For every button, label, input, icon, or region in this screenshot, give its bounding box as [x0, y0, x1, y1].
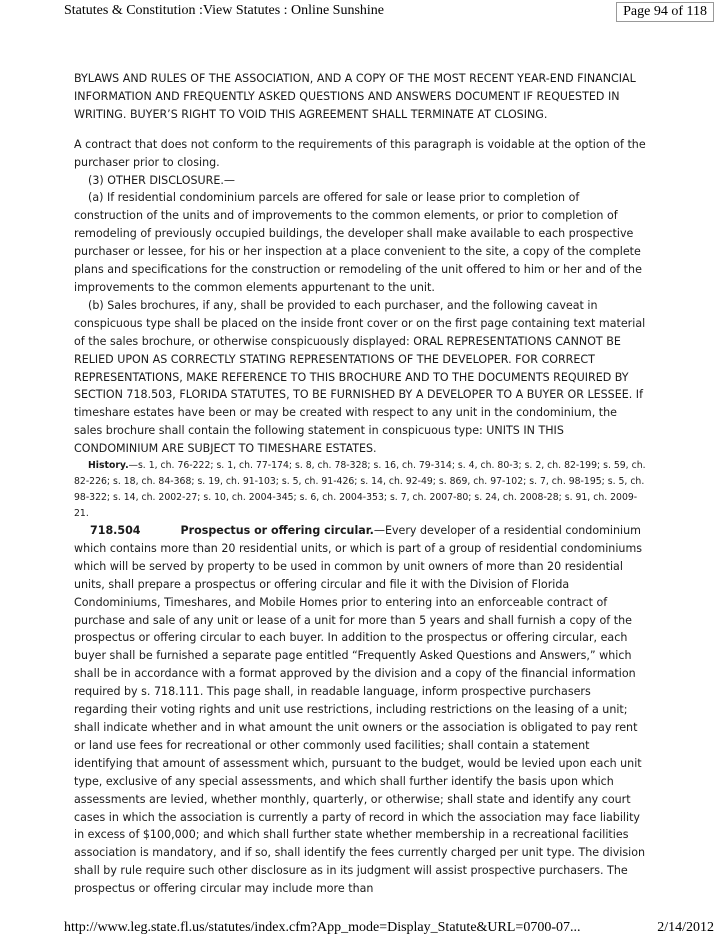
- paragraph-voidable-contract: A contract that does not conform to the requirements of this paragraph is voidable at the option of the purchaser prior to closing.: [74, 137, 646, 169]
- history-note: [74, 458, 646, 522]
- history-label: History.: [88, 460, 129, 472]
- page-title: Statutes & Constitution :View Statutes : Online Sunshine: [64, 3, 384, 18]
- page-header: [0, 0, 728, 24]
- section-number: 718.504: [90, 524, 141, 538]
- print-date: 2/14/2012: [657, 920, 714, 935]
- spacer: [74, 124, 646, 136]
- statute-text: [74, 70, 646, 898]
- section-catchline: Prospectus or offering circular.: [180, 524, 374, 538]
- paragraph-b-sales-brochures: (b) Sales brochures, if any, shall be provided to each purchaser, and the following caveat in conspicuous type shall be placed on the inside front cover or on the first page containing text material of the sales brochure, or otherwise conspicuously displayed: ORAL REPRESENTATIONS CANNOT BE RELIED UPON AS CORRECTLY STATING REPRESENTATIONS OF THE DEVELOPER. FOR CORRECT REPRESENTATIONS, MAKE REFERENCE TO THIS BROCHURE AND TO THE DOCUMENTS REQUIRED BY SECTION 718.503, FLORIDA STATUTES, TO BE FURNISHED BY A DEVELOPER TO A BUYER OR LESSEE. If timeshare estates have been or may be created with respect to any unit in the condominium, the sales brochure shall contain the following statement in conspicuous type: UNITS IN THIS CONDOMINIUM ARE SUBJECT TO TIMESHARE ESTATES.: [74, 298, 646, 456]
- page-footer: [0, 917, 728, 941]
- paragraph-a-plans-and-specifications: (a) If residential condominium parcels are offered for sale or lease prior to completion of construction of the units and of improvements to the common elements, or prior to completion of remodeling of previously occupied buildings, the developer shall make available to each prospective purchaser or lessee, for his or her inspection at a place convenient to the site, a copy of the complete plans and specifications for the construction or remodeling of the unit offered to him or her and of the improvements to the common elements appurtenant to the unit.: [74, 191, 642, 294]
- page-number: Page 94 of 118: [616, 2, 714, 22]
- section-718-504: [74, 522, 646, 898]
- section-body: —Every developer of a residential condominium which contains more than 20 residential units, or which is part of a group of residential condominiums which will be served by property to be used in common by unit owners of more than 20 residential units, shall prepare a prospectus or offering circular and file it with the Division of Florida Condominiums, Timeshares, and Mobile Homes prior to entering into an enforceable contract of purchase and sale of any unit or lease of a unit for more than 5 years and shall furnish a copy of the prospectus or offering circular to each buyer. In addition to the prospectus or offering circular, each buyer shall be furnished a separate page entitled “Frequently Asked Questions and Answers,” which shall be in accordance with a format approved by the division and a copy of the financial information required by s. 718.111. This page shall, in readable language, inform prospective purchasers regarding their voting rights and unit use restrictions, including restrictions on the leasing of a unit; shall indicate whether and in what amount the unit owners or the association is obligated to pay rent or land use fees for recreational or other commonly used facilities; shall contain a statement identifying that amount of assessment which, pursuant to the budget, would be levied upon each unit type, exclusive of any special assessments, and which shall further identify the basis upon which assessments are levied, whether monthly, quarterly, or otherwise; shall state and identify any court cases in which the association is currently a party of record in which the association may face liability in excess of $100,000; and which shall further state whether membership in a recreational facilities association is mandatory, and if so, shall identify the fees currently charged per unit type. The division shall by rule require such other disclosure as in its judgment will assist prospective purchasers. The prospectus or offering circular may include more than: [74, 524, 646, 896]
- subsection-other-disclosure: (3) OTHER DISCLOSURE.—: [88, 173, 235, 187]
- source-url: http://www.leg.state.fl.us/statutes/index.cfm?App_mode=Display_Statute&URL=0700-07...: [64, 920, 581, 935]
- paragraph-bylaws-caveat: BYLAWS AND RULES OF THE ASSOCIATION, AND A COPY OF THE MOST RECENT YEAR-END FINANCIAL INFORMATION AND FREQUENTLY ASKED QUESTIONS AND ANSWERS DOCUMENT IF REQUESTED IN WRITING. BUYER’S RIGHT TO VOID THIS AGREEMENT SHALL TERMINATE AT CLOSING.: [74, 72, 636, 121]
- history-citations: —s. 1, ch. 76-222; s. 1, ch. 77-174; s. 8, ch. 78-328; s. 16, ch. 79-314; s. 4, ch. 80-3; s. 2, ch. 82-199; s. 59, ch. 82-226; s. 18, ch. 84-368; s. 19, ch. 91-103; s. 5, ch. 91-426; s. 14, ch. 92-49; s. 869, ch. 97-102; s. 7, ch. 98-195; s. 5, ch. 98-322; s. 14, ch. 2002-27; s. 10, ch. 2004-345; s. 6, ch. 2004-353; s. 7, ch. 2007-80; s. 24, ch. 2008-28; s. 91, ch. 2009-21.: [74, 460, 646, 520]
